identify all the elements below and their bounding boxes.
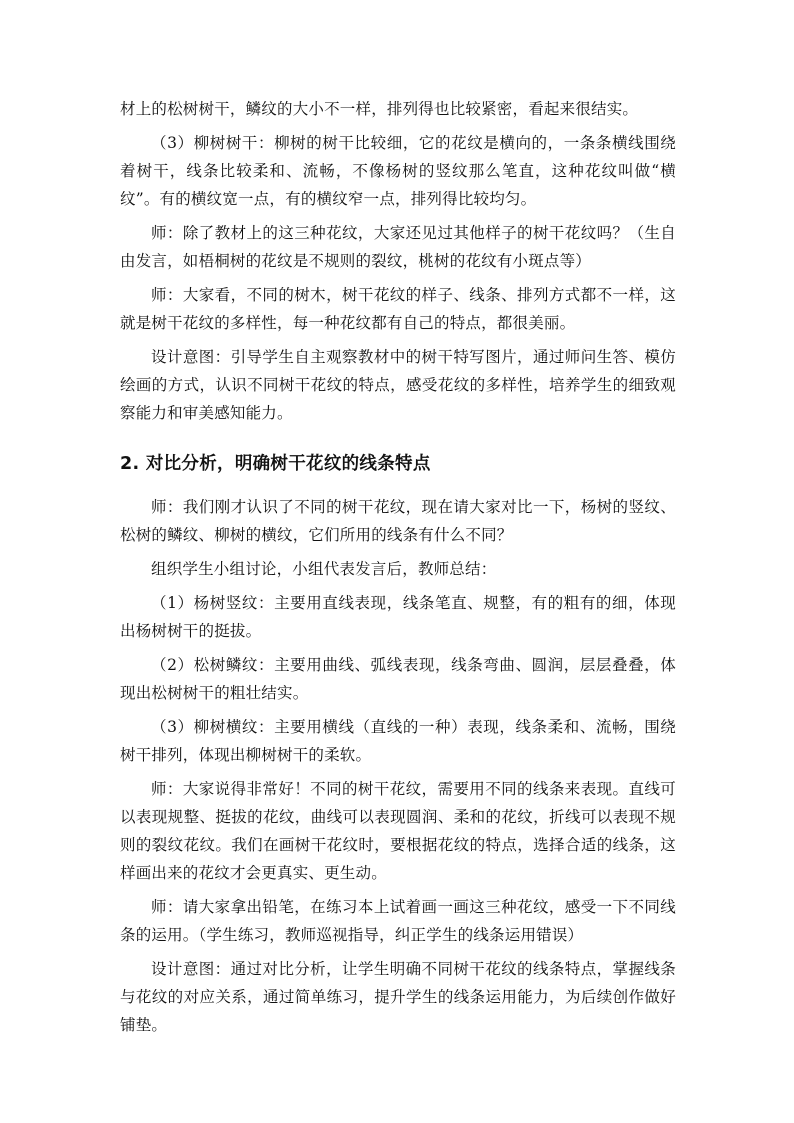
paragraph-willow-horizontal: （3）柳树横纹：主要用横线（直线的一种）表现，线条柔和、流畅，围绕树干排列，体现出柳树树干的柔软。: [120, 718, 676, 764]
paragraph-pine-scale: （2）松树鳞纹：主要用曲线、弧线表现，线条弯曲、圆润，层层叠叠，体现出松树树干的粗壮结实。: [120, 656, 676, 702]
paragraph-teacher-compare: 师：我们刚才认识了不同的树干花纹，现在请大家对比一下，杨树的竖纹、松树的鳞纹、柳树的横纹，它们所用的线条有什么不同？: [120, 498, 676, 544]
paragraph-group-discussion: 组织学生小组讨论，小组代表发言后，教师总结：: [151, 560, 497, 578]
paragraph-poplar-vertical: （1）杨树竖纹：主要用直线表现，线条笔直、规整，有的粗有的细，体现出杨树树干的挺拔。: [120, 594, 676, 640]
paragraph-teacher-diversity: 师：大家看，不同的树木，树干花纹的样子、线条、排列方式都不一样，这就是树干花纹的多样性，每一种花纹都有自己的特点，都很美丽。: [120, 286, 676, 332]
paragraph-teacher-question-other-patterns: 师：除了教材上的这三种花纹，大家还见过其他样子的树干花纹吗？（生自由发言，如梧桐树的花纹是不规则的裂纹，桃树的花纹有小斑点等）: [120, 224, 676, 270]
paragraph-design-intent-2: 设计意图：通过对比分析，让学生明确不同树干花纹的线条特点，掌握线条与花纹的对应关系，通过简单练习，提升学生的线条运用能力，为后续创作做好铺垫。: [120, 960, 676, 1034]
section-heading: 2. 对比分析，明确树干花纹的线条特点: [120, 454, 431, 474]
paragraph-willow-trunk: （3）柳树树干：柳树的树干比较细，它的花纹是横向的，一条条横线围绕着树干，线条比较柔和、流畅，不像杨树的竖纹那么笔直，这种花纹叫做“横纹”。有的横纹宽一点，有的横纹窄一点，排列得比较均匀。: [120, 134, 676, 208]
paragraph-pine-continuation: 材上的松树树干，鳞纹的大小不一样，排列得也比较紧密，看起来很结实。: [120, 100, 639, 118]
paragraph-teacher-practice: 师：请大家拿出铅笔，在练习本上试着画一画这三种花纹，感受一下不同线条的运用。（学生练习，教师巡视指导，纠正学生的线条运用错误）: [120, 898, 676, 944]
paragraph-design-intent-1: 设计意图：引导学生自主观察教材中的树干特写图片，通过师问生答、模仿绘画的方式，认识不同树干花纹的特点，感受花纹的多样性，培养学生的细致观察能力和审美感知能力。: [120, 348, 676, 422]
document-page: [120, 95, 676, 1045]
paragraph-teacher-summary: 师：大家说得非常好！不同的树干花纹，需要用不同的线条来表现。直线可以表现规整、挺拔的花纹，曲线可以表现圆润、柔和的花纹，折线可以表现不规则的裂纹花纹。我们在画树干花纹时，要根据花纹的特点，选择合适的线条，这样画出来的花纹才会更真实、更生动。: [120, 780, 676, 882]
